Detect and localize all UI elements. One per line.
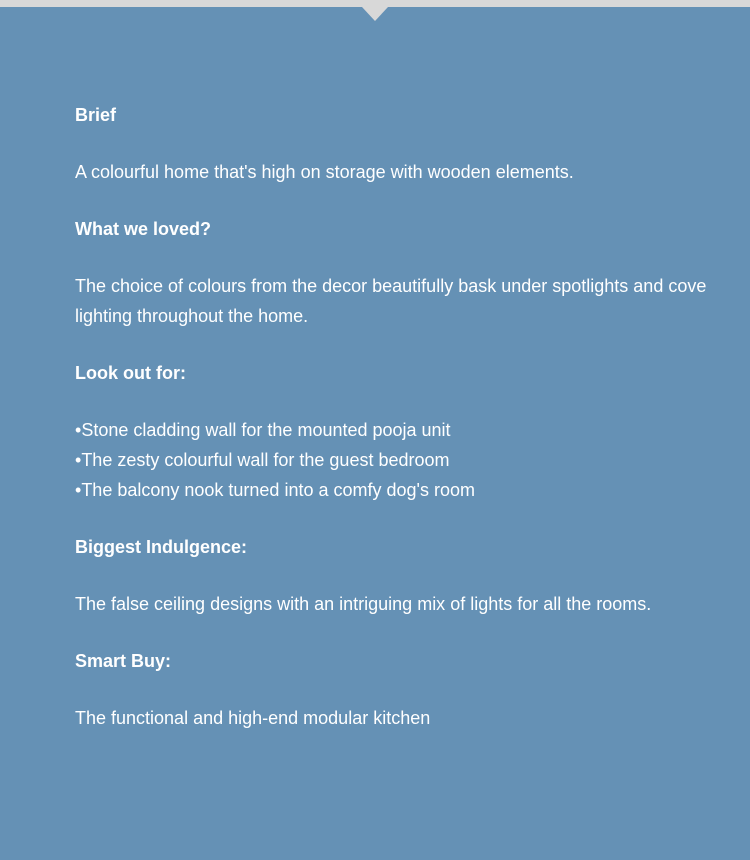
article-content [75, 100, 715, 733]
section-body-smart-buy: The functional and high-end modular kitchen [75, 708, 431, 728]
list-item: • The zesty colourful wall for the guest bedroom [75, 445, 715, 475]
section-heading-smart-buy: Smart Buy: [75, 651, 172, 671]
section-heading-biggest-indulgence: Biggest Indulgence: [75, 537, 248, 557]
section-body-what-we-loved: The choice of colours from the decor beautifully bask under spotlights and cove lighting throughout the home. [75, 276, 707, 326]
list-item: • The balcony nook turned into a comfy dog's room [75, 475, 715, 505]
section-heading-what-we-loved: What we loved? [75, 219, 212, 239]
section-body-brief: A colourful home that's high on storage with wooden elements. [75, 162, 574, 182]
section-body-biggest-indulgence: The false ceiling designs with an intriguing mix of lights for all the rooms. [75, 594, 652, 614]
look-out-for-list [75, 415, 715, 505]
section-heading-brief: Brief [75, 105, 117, 125]
caret-down-icon [362, 7, 388, 21]
section-heading-look-out-for: Look out for: [75, 363, 186, 383]
top-divider-bar [0, 0, 750, 7]
list-item: • Stone cladding wall for the mounted pooja unit [75, 415, 715, 445]
